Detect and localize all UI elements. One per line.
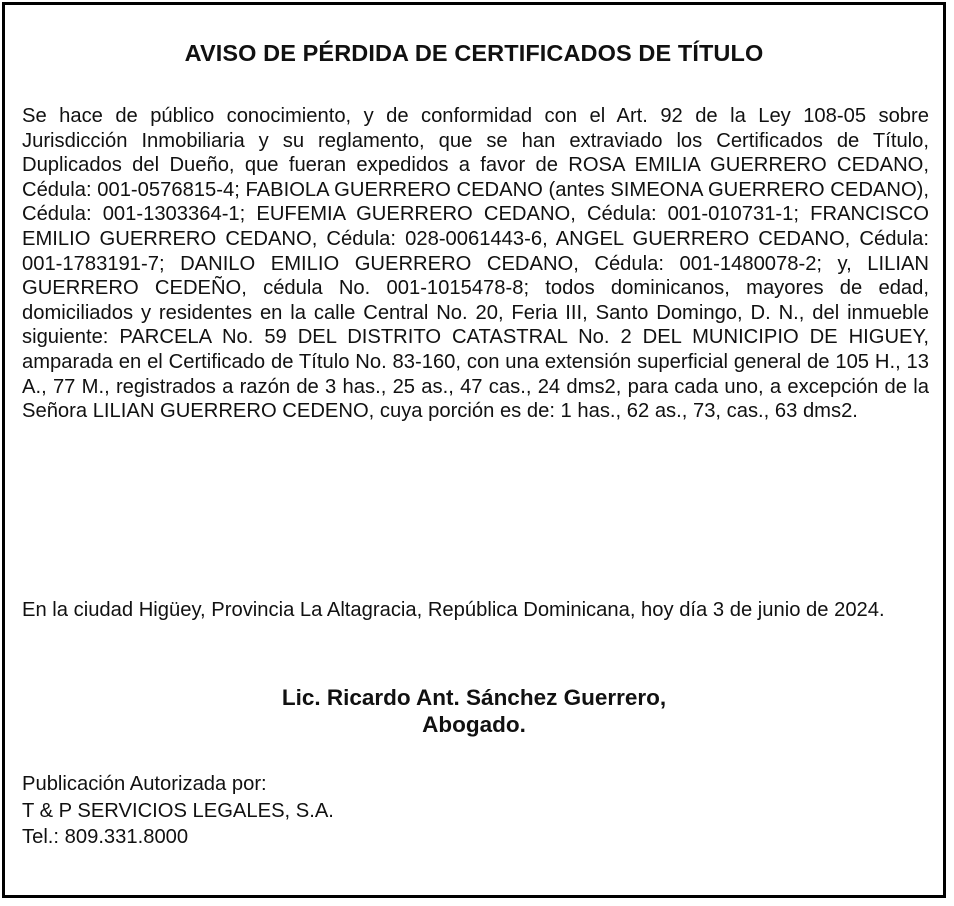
publication-label: Publicación Autorizada por: (22, 773, 267, 795)
signature-name: Lic. Ricardo Ant. Sánchez Guerrero, (281, 685, 667, 710)
notice-title: AVISO DE PÉRDIDA DE CERTIFICADOS DE TÍTULO (184, 40, 764, 66)
publication-phone: Tel.: 809.331.8000 (22, 826, 189, 848)
signature-title: Abogado. (422, 712, 526, 737)
legal-notice (2, 2, 946, 898)
signature-block (5, 684, 943, 738)
publication-company: T & P SERVICIOS LEGALES, S.A. (22, 799, 334, 822)
notice-body-paragraph: Se hace de público conocimiento, y de conformidad con el Art. 92 de la Ley 108-05 sobre Jurisdicción Inmobiliaria y su reglamento, que se han extraviado los Certificados de Título, Duplicados del Dueño, que fueran expedidos a favor de ROSA EMILIA GUERRERO CEDANO, Cédula: 001-0576815-4; FABIOLA GUERRERO CEDANO (antes SIMEONA GUERRERO CEDANO), Cédula: 001-1303364-1; EUFEMIA GUERRERO CEDANO, Cédula: 001-010731-1; FRANCISCO EMILIO GUERRERO CEDANO, Cédula: 028-0061443-6, ANGEL GUERRERO CEDANO, Cédula: 001-1783191-7; DANILO EMILIO GUERRERO CEDANO, Cédula: 001-1480078-2; y, LILIAN GUERRERO CEDEÑO, cédula No. 001-1015478-8; todos dominicanos, mayores de edad, domiciliados y residentes en la calle Central No. 20, Feria III, Santo Domingo, D. N., del inmueble siguiente: PARCELA No. 59 DEL DISTRITO CATASTRAL No. 2 DEL MUNICIPIO DE HIGUEY, amparada en el Certificado de Título No. 83-160, con una extensión superficial general de 105 H., 13 A., 77 M., registrados a razón de 3 has., 25 as., 47 cas., 24 dms2, para cada uno, a excepción de la Señora LILIAN GUERRERO CEDENO, cuya porción es de: 1 has., 62 as., 73, cas., 63 dms2. (22, 105, 929, 423)
publication-block (22, 771, 334, 851)
notice-date-paragraph: En la ciudad Higüey, Provincia La Altagracia, República Dominicana, hoy día 3 de junio de 2024. (22, 599, 885, 621)
